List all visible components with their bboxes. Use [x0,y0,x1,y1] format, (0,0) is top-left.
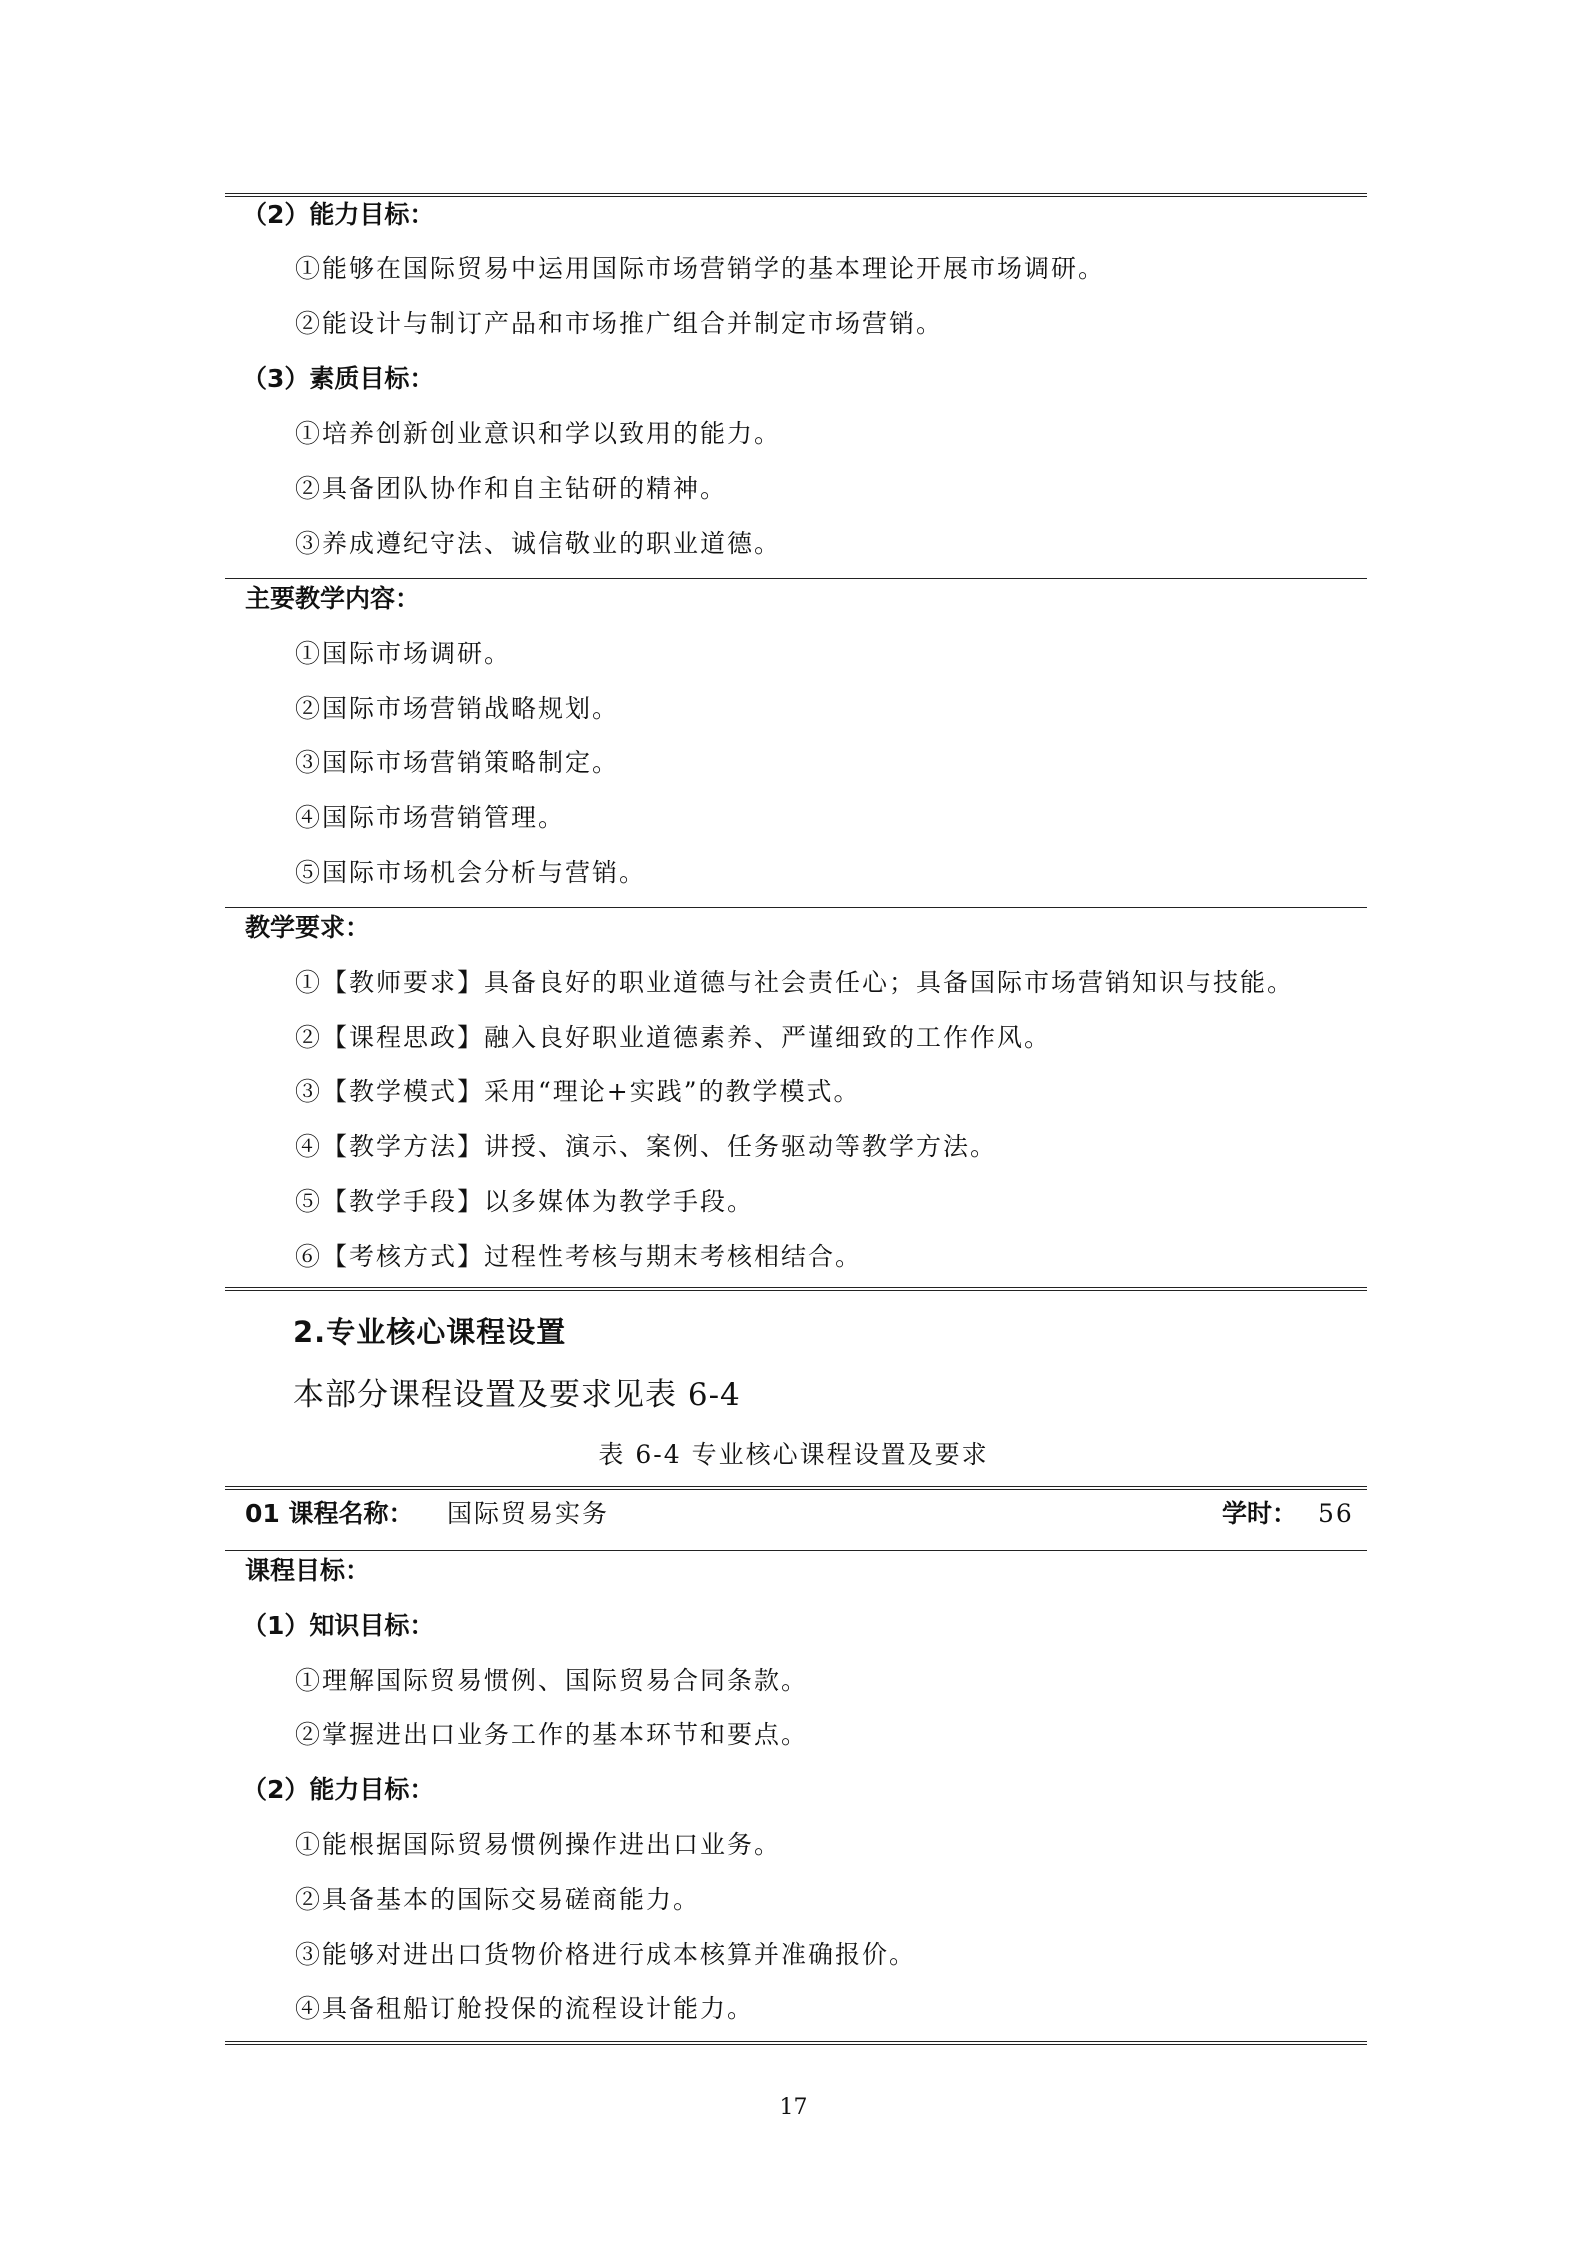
course-name-value: 国际贸易实务 [447,1499,610,1528]
list-item: ②具备基本的国际交易磋商能力。 [295,1885,701,1914]
course-hours-label: 学时： [1222,1499,1298,1528]
list-item: ③养成遵纪守法、诚信敬业的职业道德。 [295,529,782,558]
table-bottom-rule [225,1287,1367,1291]
list-item: ⑤【教学手段】以多媒体为教学手段。 [295,1187,755,1216]
page-number: 17 [779,2095,808,2120]
knowledge-heading: （1）知识目标： [242,1611,435,1640]
list-item: ①能根据国际贸易惯例操作进出口业务。 [295,1830,782,1859]
list-item: ②国际市场营销战略规划。 [295,694,620,723]
list-item: ④国际市场营销管理。 [295,803,566,832]
content-heading: 主要教学内容： [245,584,421,613]
list-item: ①【教师要求】具备良好的职业道德与社会责任心；具备国际市场营销知识与技能。 [295,968,1295,997]
list-item: ②能设计与制订产品和市场推广组合并制定市场营销。 [295,309,944,338]
quality-heading: （3）素质目标： [242,364,435,393]
list-item: ①能够在国际贸易中运用国际市场营销学的基本理论开展市场调研。 [295,254,1106,283]
table-caption: 表 6-4 专业核心课程设置及要求 [598,1440,989,1469]
list-item: ④【教学方法】讲授、演示、案例、任务驱动等教学方法。 [295,1132,998,1161]
section-intro: 本部分课程设置及要求见表 6-4 [293,1377,741,1413]
course-hours-value: 56 [1318,1499,1354,1528]
list-item: ③【教学模式】采用“理论+实践”的教学模式。 [295,1077,861,1106]
list-item: ③能够对进出口货物价格进行成本核算并准确报价。 [295,1940,917,1969]
course-name-label: 01 课程名称： [245,1499,414,1528]
list-item: ④具备租船订舱投保的流程设计能力。 [295,1994,755,2023]
ability-heading: （2）能力目标： [242,200,435,229]
list-item: ①理解国际贸易惯例、国际贸易合同条款。 [295,1666,809,1695]
list-item: ①国际市场调研。 [295,639,512,668]
list-item: ②【课程思政】融入良好职业道德素养、严谨细致的工作作风。 [295,1023,1052,1052]
list-item: ②具备团队协作和自主钻研的精神。 [295,474,728,503]
table-top-rule [225,1486,1367,1490]
list-item: ①培养创新创业意识和学以致用的能力。 [295,419,782,448]
section-title: 2.专业核心课程设置 [293,1315,567,1349]
requirements-heading: 教学要求： [245,913,371,942]
row-divider [225,907,1367,908]
row-divider [225,578,1367,579]
table-bottom-rule [225,2041,1367,2045]
list-item: ⑥【考核方式】过程性考核与期末考核相结合。 [295,1242,863,1271]
list-item: ②掌握进出口业务工作的基本环节和要点。 [295,1720,809,1749]
list-item: ⑤国际市场机会分析与营销。 [295,858,647,887]
row-divider [225,1550,1367,1551]
course-ability-heading: （2）能力目标： [242,1775,435,1804]
list-item: ③国际市场营销策略制定。 [295,748,620,777]
course-goal-heading: 课程目标： [245,1556,371,1585]
